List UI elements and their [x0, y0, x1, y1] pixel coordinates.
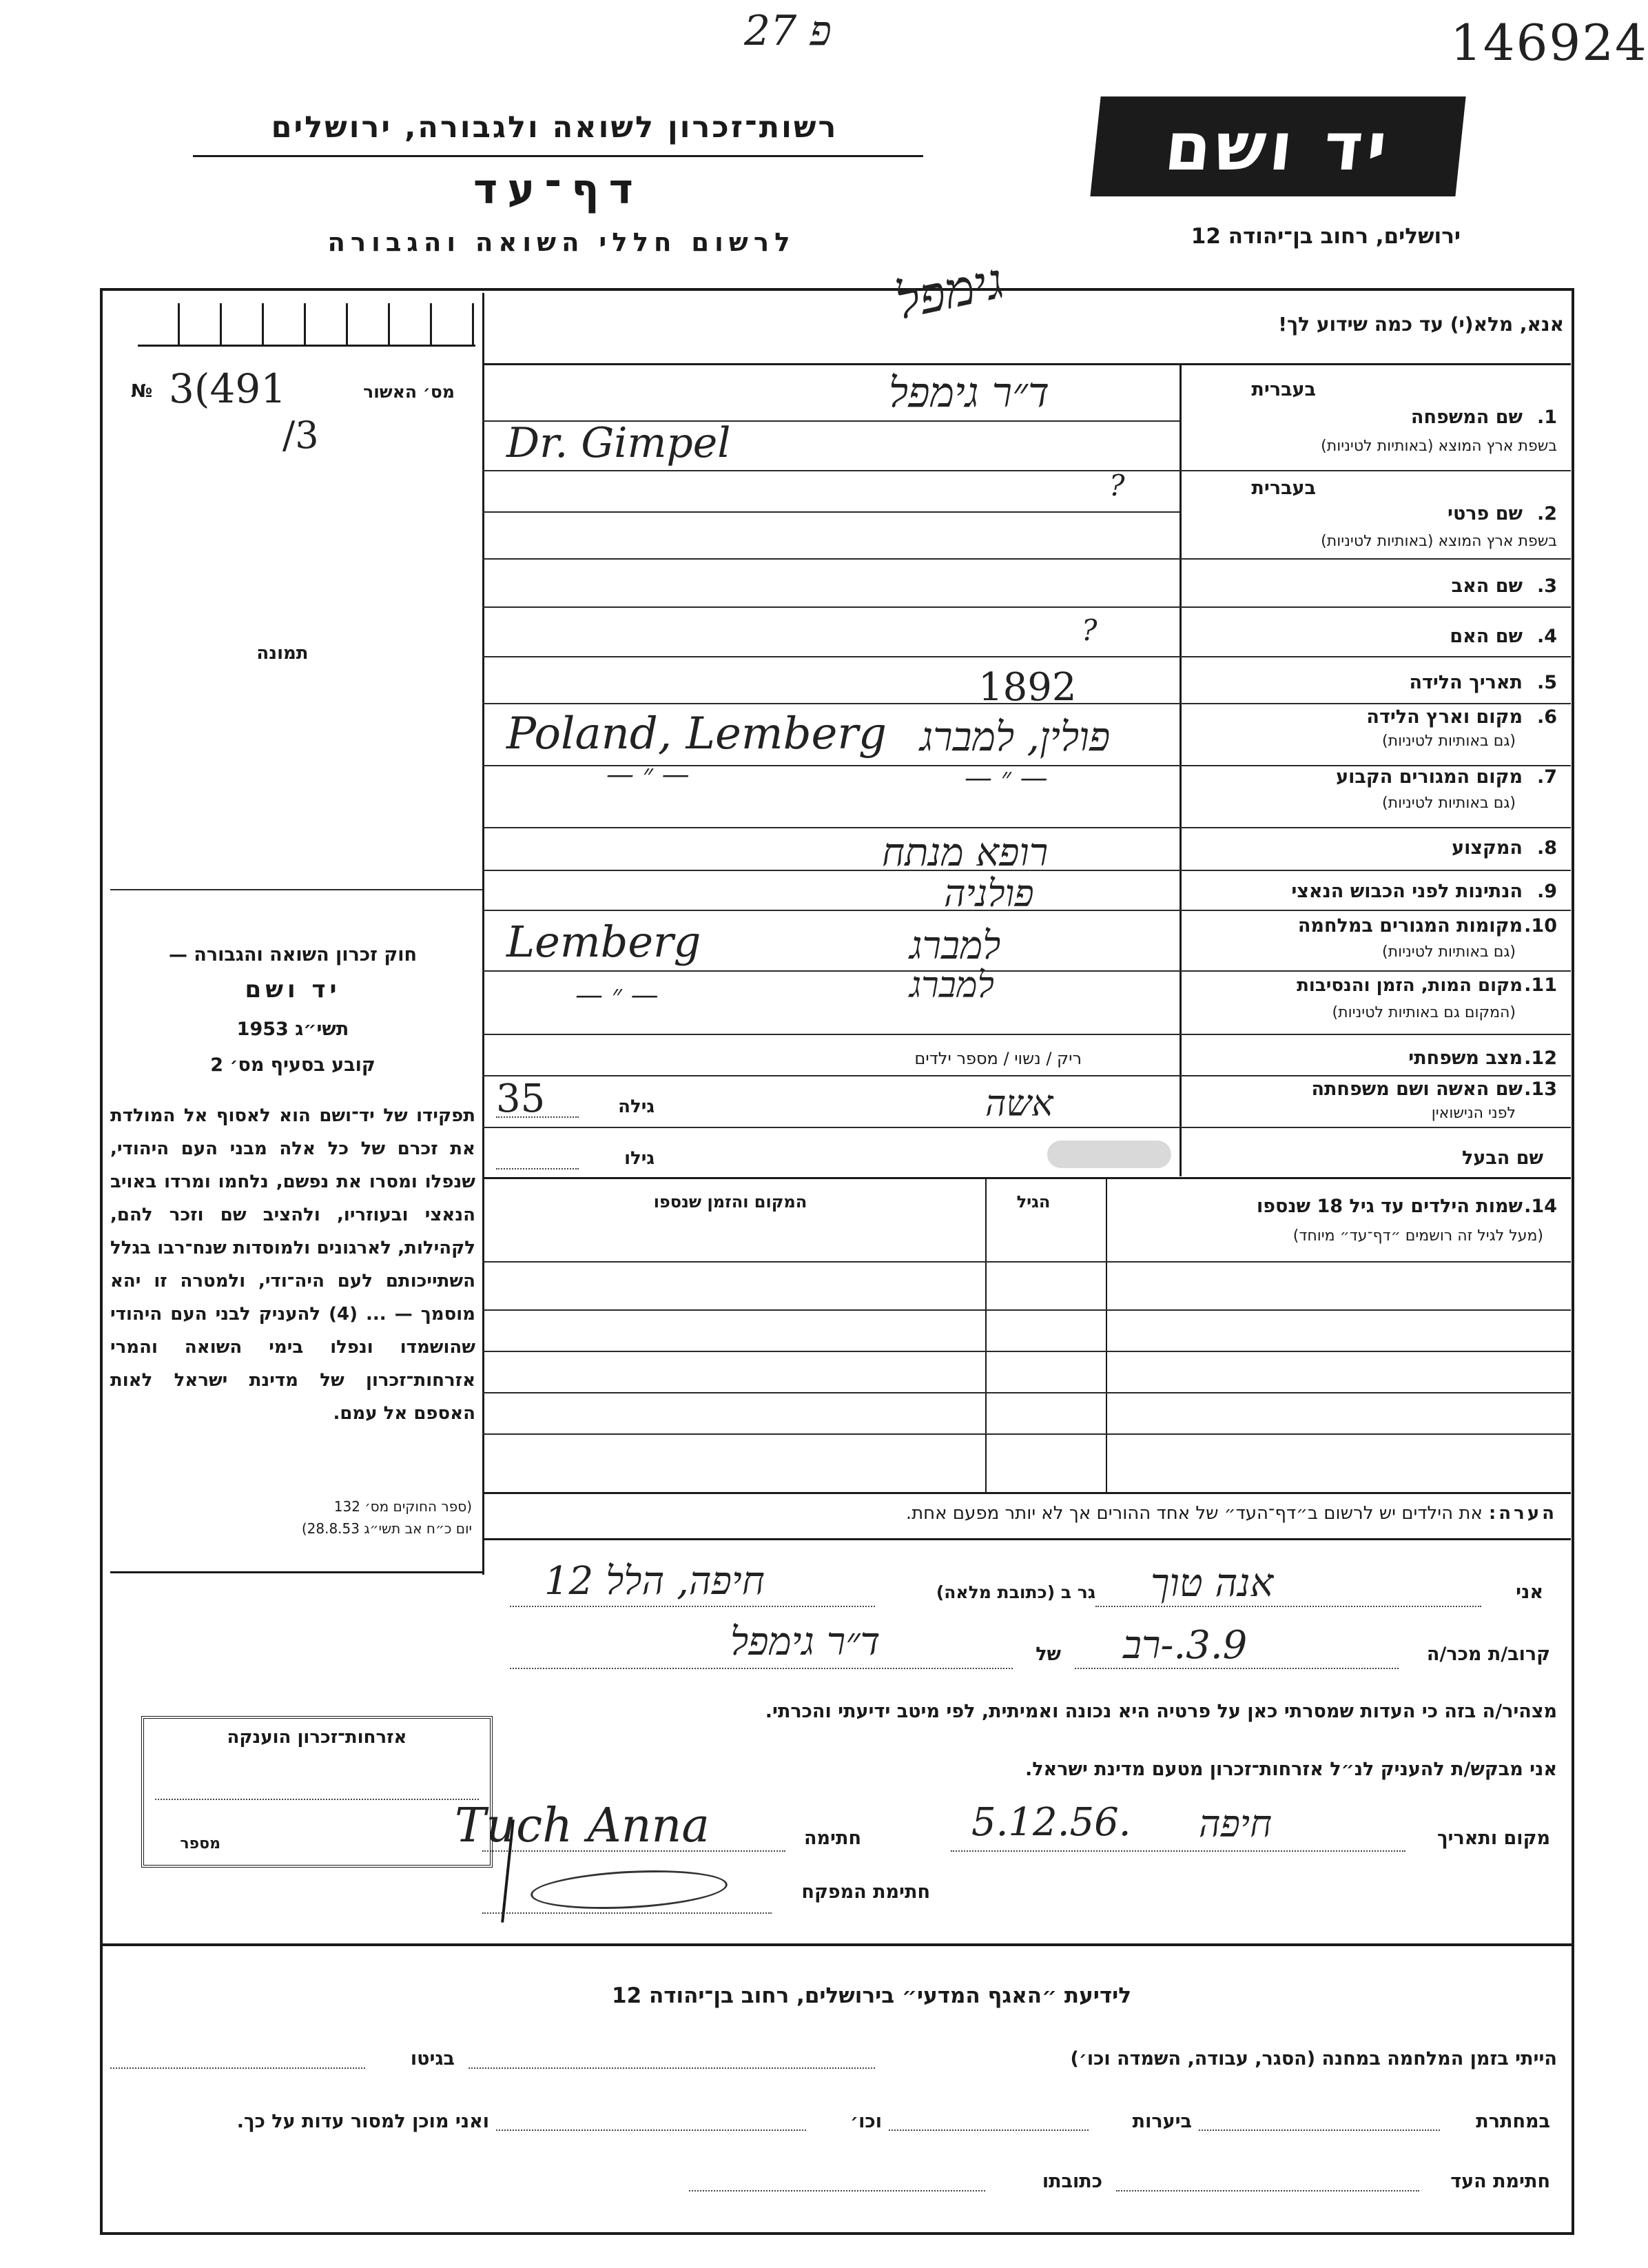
logo-text: יד ושם — [1161, 108, 1395, 185]
authority-name: רשות־זכרון לשואה ולגבורה, ירושלים — [271, 110, 838, 145]
field-1-label: שם המשפחה — [1410, 407, 1523, 428]
field-13-value: אשה — [985, 1083, 1053, 1125]
page-title: דף־עד — [473, 165, 643, 214]
row-line — [482, 470, 1571, 471]
field-1-value-latin: Dr. Gimpel — [506, 419, 731, 467]
declarant-i-value: אנה טוך — [1151, 1561, 1274, 1606]
field-10-value-hebrew: למברג — [909, 923, 1001, 968]
declarant-i-label: אני — [1516, 1582, 1543, 1603]
field-2-label: שם פרטי — [1448, 503, 1523, 524]
field-7-value: — ״ — — [965, 762, 1048, 794]
field-10-value-latin: Lemberg — [506, 917, 701, 967]
field-8-num: 8. — [1536, 837, 1557, 859]
bottom-line1-dots — [468, 2067, 875, 2069]
field-6-label: מקום וארץ הלידה — [1366, 706, 1523, 728]
supervisor-label: חתימת המפקח — [801, 1881, 930, 1903]
declarant-relation-value: 3.9.-רב — [1123, 1623, 1248, 1668]
children-row — [482, 1433, 1571, 1435]
top-handwritten-name: גימפל — [890, 251, 1009, 331]
field-12-options: ריק / נשוי / מספר ילדים — [914, 1049, 1082, 1068]
row-line — [482, 1075, 1571, 1076]
field-11-num: 11. — [1524, 974, 1557, 996]
declarant-relation-line — [1075, 1668, 1399, 1669]
field-7-label: מקום המגורים הקבוע — [1336, 766, 1523, 788]
field-13-num: 13. — [1524, 1079, 1557, 1100]
bottom-forests-dots — [889, 2129, 1089, 2131]
field-2-lang-latin: בשפת ארץ המוצא (באותיות לטיניות) — [1321, 533, 1557, 550]
declarant-of-line — [510, 1668, 1013, 1669]
field-5-num: 5. — [1536, 672, 1557, 693]
field-3-label: שם האב — [1451, 575, 1523, 597]
bottom-underground: במחתרת — [1476, 2111, 1550, 2132]
signature-line — [482, 1850, 785, 1852]
note-bottom — [482, 1538, 1571, 1540]
law-line3: תשי״ג 1953 — [236, 1019, 349, 1040]
declarant-address-value: חיפה, הלל 12 — [544, 1559, 765, 1604]
bottom-ghetto-dots — [110, 2067, 365, 2069]
children-num: 14. — [1524, 1196, 1557, 1217]
declarant-i-line — [1095, 1606, 1481, 1607]
row-line — [482, 606, 1571, 608]
field-9-num: 9. — [1536, 881, 1557, 902]
law-ref2: יום כ״ח אב תשי״ג 28.8.53) — [301, 1520, 472, 1537]
declarant-relation-label: קרוב/ת מכר/ה — [1426, 1644, 1550, 1665]
children-row — [482, 1392, 1571, 1393]
row-line — [482, 558, 1571, 560]
field-7-sub: (גם באותיות לטיניות) — [1382, 795, 1516, 812]
field-12-num: 12. — [1524, 1048, 1557, 1069]
certificate-line — [155, 1799, 479, 1800]
bottom-section-top — [100, 1943, 1574, 1946]
supervisor-line — [482, 1912, 772, 1914]
signature-value: Tuch Anna — [455, 1799, 710, 1853]
field-1-lang-latin: בשפת ארץ המוצא (באותיות לטיניות) — [1321, 438, 1557, 455]
children-col-divider — [985, 1178, 987, 1492]
place-date-label: מקום ותאריך — [1436, 1828, 1550, 1849]
field-4-num: 4. — [1536, 626, 1557, 647]
bottom-testimony: ואני מוכן למסור עדות על כך. — [236, 2111, 489, 2132]
bottom-witness-sig: חתימת העד — [1450, 2171, 1550, 2192]
field-11-value-latin: — ״ — — [575, 979, 659, 1011]
field-4-label: שם האם — [1450, 626, 1523, 647]
bottom-heading: לידיעת ״האגף המדעי״ בירושלים, רחוב בן־יהודה 12 — [612, 1983, 1131, 2008]
field-6-value-latin: Poland, Lemberg — [506, 708, 887, 759]
children-col-age: הגיל — [1016, 1192, 1051, 1212]
bottom-ghetto: בגיטו — [410, 2048, 455, 2070]
certificate-label: אזרחות־זכרון הוענקה — [227, 1727, 407, 1748]
field-9-label: הנתינות לפני הכבוש הנאצי — [1291, 881, 1523, 902]
bottom-witness-sig-dots — [1116, 2190, 1419, 2192]
wife-age-line — [496, 1116, 579, 1118]
top-ref-stamp: 27 פ — [744, 7, 832, 55]
code-tick-boxes — [138, 303, 475, 347]
top-instruction: אנא, מלא(י) עד כמה שידוע לך! — [1278, 313, 1564, 336]
field-2-value-hebrew: ? — [1109, 469, 1125, 502]
field-12-label: מצב משפחתי — [1408, 1048, 1523, 1069]
row-line — [482, 511, 1180, 513]
authority-underline — [193, 155, 923, 157]
field-7-value-latin: — ״ — — [606, 759, 690, 790]
note-text — [496, 1502, 1557, 1524]
field-6-num: 6. — [1536, 706, 1557, 728]
wife-age-label: גילה — [618, 1096, 655, 1117]
declarant-address-label: גר ב (כתובת מלאה) — [936, 1582, 1095, 1602]
left-col-divider — [482, 293, 484, 1575]
bottom-etc: וכו׳ — [850, 2111, 882, 2132]
children-col-place: המקום והזמן שנספו — [653, 1192, 807, 1212]
field-2-num: 2. — [1536, 503, 1557, 524]
field-13-label: שם האשה ושם משפחתה — [1311, 1079, 1523, 1100]
field-1-num: 1. — [1536, 407, 1557, 428]
row-line — [482, 1034, 1571, 1035]
signature-label: חתימה — [803, 1828, 861, 1849]
field-5-label: תאריך הלידה — [1409, 672, 1523, 693]
header-address: ירושלים, רחוב בן־יהודה 12 — [1191, 224, 1461, 249]
law-box-bottom — [110, 1571, 484, 1573]
field-11-label: מקום המות, הזמן והנסיבות — [1297, 975, 1523, 996]
field-10-label: מקומות המגורים במלחמה — [1297, 915, 1523, 937]
row-line — [482, 656, 1571, 657]
request-text: אני מבקש/ת להעניק לנ״ל אזרחות־זכרון מטעם מדינת ישראל. — [1024, 1759, 1557, 1780]
field-5-value: 1892 — [978, 665, 1077, 710]
certificate-number: מספר — [180, 1835, 220, 1852]
law-line4: קובע בסעיף מס׳ 2 — [210, 1054, 375, 1076]
bottom-etc-dots — [496, 2129, 806, 2131]
field-1-lang-hebrew: בעברית — [1251, 379, 1316, 400]
approval-no-sign: № — [131, 381, 153, 402]
declarant-of-label: של — [1036, 1644, 1061, 1665]
husband-age-label: גילו — [624, 1148, 655, 1169]
place-value: חיפה — [1199, 1802, 1273, 1846]
field-8-label: המקצוע — [1452, 837, 1523, 859]
photo-label: תמונה — [256, 643, 309, 664]
bottom-underground-dots — [1199, 2129, 1440, 2131]
top-number-stamp: 146924 — [1450, 14, 1648, 72]
field-7-num: 7. — [1536, 766, 1557, 788]
bottom-line1: הייתי בזמן המלחמה במחנה (הסגר, עבודה, השמדה וכו׳) — [1070, 2048, 1557, 2070]
children-row — [482, 1309, 1571, 1311]
bottom-address-label: כתובתו — [1042, 2171, 1102, 2192]
husband-age-line — [496, 1168, 579, 1169]
yad-vashem-logo — [1090, 96, 1465, 196]
law-body: תפקידו של יד־ושם הוא לאסוף אל המולדת את זכרם של כל אלה מבני העם היהודי, שנפלו ומסרו את נפשם, נלחמו ומרדו באויב הנאצי ובעוזריו, ולהציב שם וזכר להם, לקהילות, לארגונים ולמוסדות שנח־רבו בגלל השתייכותם לעם היה־ודי, ולמטרה זו יהא מוסמך — ... (4) להעניק לבני העם היהודי שהושמדו ונפלו בימי השואה והמרי אזרחות־זכרון של מדינת ישראל לאות האספם אל עמם. — [110, 1105, 475, 1424]
children-row — [482, 1351, 1571, 1352]
photo-box-bottom — [110, 889, 482, 890]
field-13-sub: לפני הנישואין — [1431, 1105, 1516, 1122]
date-value: 5.12.56. — [971, 1800, 1131, 1845]
page-subtitle: לרשום חללי השואה והגבורה — [327, 227, 796, 257]
field-11-value-hebrew: למברג — [909, 965, 994, 1006]
field-1-value-hebrew: ד״ר גימפל — [889, 369, 1049, 417]
field-8-value: רופא מנתח — [882, 830, 1049, 875]
children-label: שמות הילדים עד גיל 18 שנספו — [1256, 1196, 1523, 1217]
field-6-value-hebrew: פולין, למברג — [920, 713, 1111, 760]
field-9-value: פולניה — [944, 872, 1034, 915]
law-line1: חוק זכרון השואה והגבורה — — [168, 944, 418, 966]
approval-label: מס׳ האשור — [363, 382, 455, 402]
field-2-lang-hebrew: בעברית — [1251, 478, 1316, 499]
law-ref1: (ספר החוקים מס׳ 132 — [333, 1498, 472, 1515]
bottom-forests: ביערות — [1132, 2111, 1192, 2132]
note-label: הערה: — [1488, 1503, 1557, 1524]
wife-age-value: 35 — [496, 1076, 546, 1121]
children-sub: (מעל לגיל זה רושמים ״דף־עד״ מיוחד) — [1292, 1227, 1543, 1245]
field-10-num: 10. — [1524, 915, 1557, 937]
row-line — [482, 1177, 1571, 1179]
declarant-of-value: ד״ר גימפל — [730, 1620, 880, 1664]
law-line2: יד ושם — [245, 976, 341, 1003]
label-col-divider — [1180, 363, 1182, 1176]
bottom-address-dots — [689, 2190, 985, 2192]
declaration-text: מצהיר/ה בזה כי העדות שמסרתי כאן על פרטיה היא נכונה ואמיתית, לפי מיטב ידיעתי והכרתי. — [765, 1701, 1557, 1722]
place-date-line — [951, 1850, 1405, 1852]
approval-fraction: /3 — [282, 413, 319, 457]
approval-value: 3(491 — [169, 365, 287, 412]
children-header-line — [482, 1261, 1571, 1263]
erased-mark — [1047, 1141, 1171, 1168]
note-body: את הילדים יש לרשום ב״דף־העד״ של אחד ההורים אך לא יותר מפעם אחת. — [905, 1503, 1483, 1524]
field-6-sub: (גם באותיות לטיניות) — [1382, 733, 1516, 750]
row-line — [482, 1127, 1571, 1128]
children-col-divider — [1106, 1178, 1107, 1492]
declarant-address-line — [510, 1606, 875, 1607]
field-11-sub: (המקום גם באותיות לטיניות) — [1332, 1004, 1516, 1021]
children-bottom — [482, 1492, 1571, 1494]
husband-label: שם הבעל — [1461, 1147, 1543, 1169]
row-line — [482, 827, 1571, 828]
field-3-num: 3. — [1536, 575, 1557, 597]
row-line — [482, 970, 1571, 972]
field-4-value: ? — [1082, 613, 1098, 647]
field-10-sub: (גם באותיות לטיניות) — [1382, 943, 1516, 961]
